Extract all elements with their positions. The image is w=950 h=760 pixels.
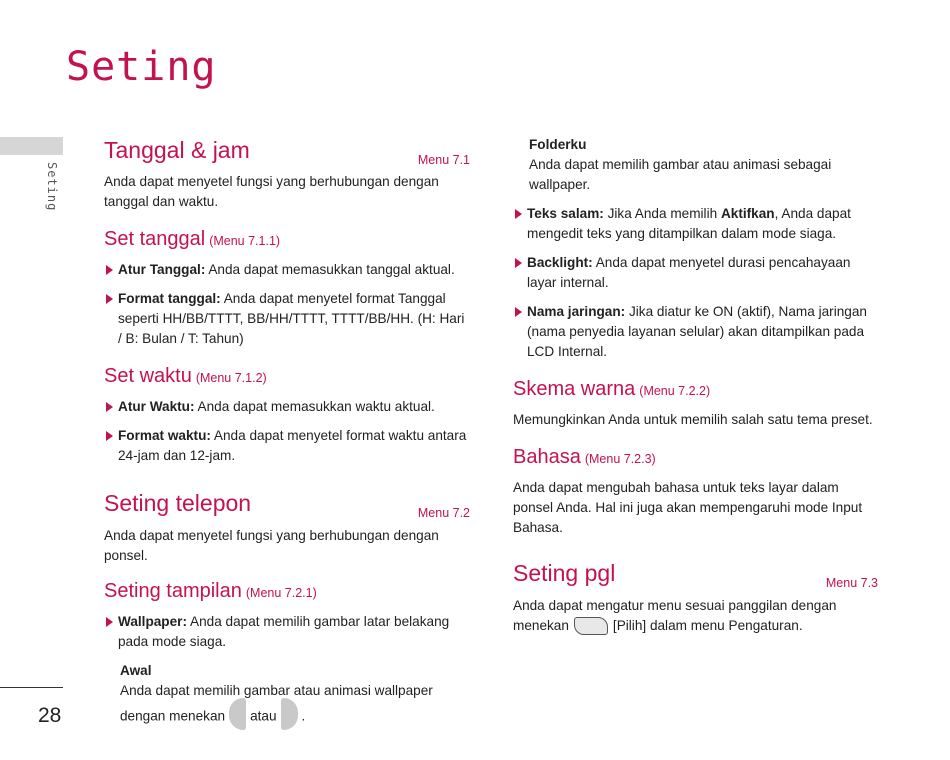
item-term: Wallpaper:: [118, 614, 187, 629]
menu-number: Menu 7.3: [825, 576, 878, 590]
item-term: Awal: [120, 663, 152, 678]
list-item: [104, 612, 470, 652]
item-text: Anda dapat memasukkan tanggal aktual.: [205, 262, 455, 277]
item-term: Nama jaringan:: [527, 304, 626, 319]
list-item: [104, 397, 470, 417]
subsection-title: Bahasa: [513, 446, 581, 468]
awal-block: [104, 661, 470, 733]
nav-left-key-icon: [229, 698, 246, 730]
item-term: Folderku: [529, 137, 587, 152]
skema-warna-heading: [513, 376, 878, 404]
item-text: [120, 681, 470, 733]
list-item: [104, 426, 470, 466]
list-item: [513, 253, 878, 293]
menu-number: Menu 7.1: [417, 153, 470, 167]
section-tanggal-jam-heading: [104, 135, 470, 165]
section-description: [513, 596, 878, 636]
page-title: Seting: [66, 44, 217, 90]
seting-tampilan-heading: [104, 578, 470, 606]
item-text: , Anda dapat mengedit teks yang ditampilkan dalam mode siaga.: [527, 206, 851, 241]
section-title: Seting telepon: [104, 490, 252, 516]
subsection-title: Set waktu: [104, 365, 192, 387]
left-column: [104, 135, 470, 733]
text-before: Anda dapat memilih gambar atau animasi wallpaper dengan menekan: [120, 683, 433, 724]
text-after: [Pilih] dalam menu Pengaturan.: [612, 618, 803, 633]
item-term: Atur Waktu:: [118, 399, 195, 414]
section-seting-pgl-heading: [513, 558, 878, 588]
footer-divider: [0, 687, 63, 688]
menu-number: Menu 7.2: [417, 506, 470, 520]
side-tab-bar: [0, 137, 63, 155]
section-seting-telepon-heading: [104, 488, 470, 518]
item-text: Anda dapat menyetel format waktu antara 24-jam dan 12-jam.: [118, 428, 467, 463]
text-before: Anda dapat mengatur menu sesuai panggilan dengan menekan: [513, 598, 837, 633]
subsection-title: Set tanggal: [104, 228, 206, 250]
side-section-label: Seting: [45, 162, 59, 212]
item-text: Anda dapat memilih gambar atau animasi sebagai wallpaper.: [529, 157, 832, 192]
item-text: Anda dapat memasukkan waktu aktual.: [194, 399, 435, 414]
set-tanggal-heading: [104, 226, 470, 254]
list-item: [513, 204, 878, 244]
text-middle: atau: [250, 708, 277, 724]
bahasa-heading: [513, 444, 878, 472]
soft-key-icon: [574, 617, 608, 635]
folderku-block: [513, 135, 878, 195]
section-description: Anda dapat menyetel fungsi yang berhubungan dengan ponsel.: [104, 528, 439, 563]
item-text: Jika diatur ke ON (aktif), Nama jaringan (nama penyedia layanan selular) akan ditampilkan pada LCD Internal.: [527, 304, 867, 359]
text-after: .: [301, 708, 306, 724]
list-item: [513, 302, 878, 362]
section-description: Anda dapat mengubah bahasa untuk teks layar dalam ponsel Anda. Hal ini juga akan mempengaruhi mode Input Bahasa.: [513, 480, 863, 535]
item-text: Anda dapat menyetel durasi pencahayaan layar internal.: [527, 255, 851, 290]
item-text: Anda dapat menyetel format Tanggal seperti HH/BB/TTTT, BB/HH/TTTT, TTTT/BB/HH. (H: Hari / B: Bulan / T: Tahun): [118, 291, 465, 346]
item-term: Teks salam:: [527, 206, 604, 221]
item-term: Backlight:: [527, 255, 593, 270]
set-waktu-heading: [104, 363, 470, 391]
list-item: [104, 260, 470, 280]
menu-number: (Menu 7.2.3): [584, 452, 656, 466]
menu-number: (Menu 7.1.2): [195, 371, 267, 385]
section-title: Seting pgl: [513, 560, 616, 586]
item-term: Format tanggal:: [118, 291, 221, 306]
list-item: [104, 289, 470, 349]
item-text: Anda dapat memilih gambar latar belakang pada mode siaga.: [118, 614, 450, 649]
item-term: Format waktu:: [118, 428, 211, 443]
item-strong: Aktifkan: [720, 206, 775, 221]
section-title: Tanggal & jam: [104, 137, 250, 163]
section-description: Memungkinkan Anda untuk memilih salah satu tema preset.: [513, 412, 873, 427]
subsection-title: Seting tampilan: [104, 580, 242, 602]
menu-number: (Menu 7.2.1): [245, 586, 317, 600]
page-number: 28: [38, 704, 62, 727]
menu-number: (Menu 7.1.1): [209, 234, 281, 248]
menu-number: (Menu 7.2.2): [639, 384, 711, 398]
nav-right-key-icon: [281, 698, 298, 730]
subsection-title: Skema warna: [513, 378, 636, 400]
item-text: Jika Anda memilih: [603, 206, 721, 221]
section-description: Anda dapat menyetel fungsi yang berhubungan dengan tanggal dan waktu.: [104, 174, 439, 209]
item-term: Atur Tanggal:: [118, 262, 206, 277]
right-column: [513, 135, 878, 636]
